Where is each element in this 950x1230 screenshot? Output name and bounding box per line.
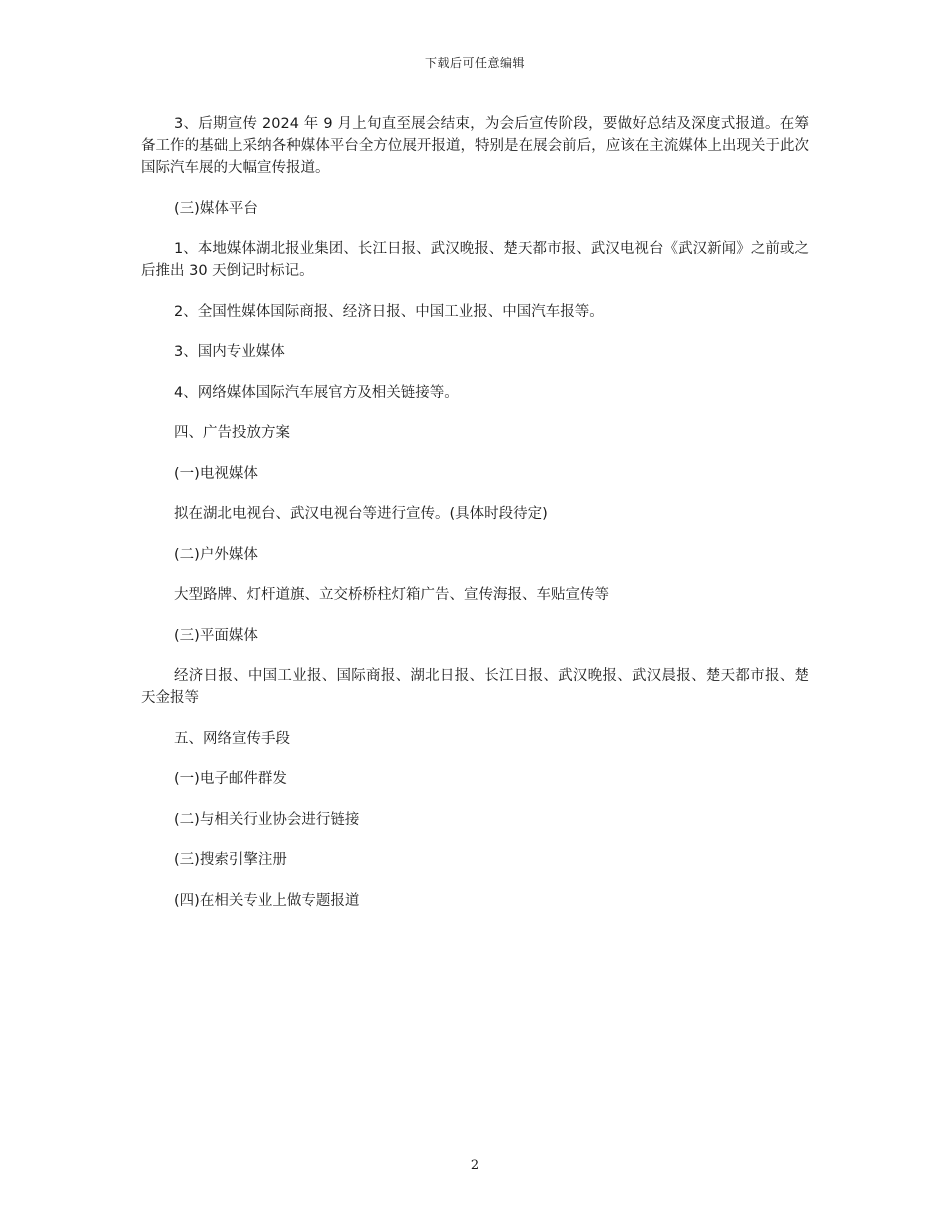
paragraph-professional-media: 3、国内专业媒体 [174, 344, 285, 360]
paragraph-late-publicity: 3、后期宣传 2024 年 9 月上旬直至展会结束，为会后宣传阶段，要做好总结及深度式报道。在筹备工作的基础上采纳各种媒体平台全方位展开报道，特别是在展会前后，应该在主流媒体上出现关于此次国际汽车展的大幅宣传报道。 [141, 116, 809, 176]
heading-tv-media: (一)电视媒体 [174, 465, 258, 482]
paragraph-online-media: 4、网络媒体国际汽车展官方及相关链接等。 [174, 384, 459, 401]
paragraph-print-media: 经济日报、中国工业报、国际商报、湖北日报、长江日报、武汉晚报、武汉晨报、楚天都市报、楚天金报等 [141, 668, 809, 706]
heading-ad-plan: 四、广告投放方案 [174, 425, 290, 441]
document-body [141, 113, 809, 930]
item-special-reports: (四)在相关专业上做专题报道 [174, 892, 360, 909]
heading-print-media: (三)平面媒体 [174, 627, 258, 644]
page-number: 2 [470, 1158, 480, 1173]
page-header: 下载后可任意编辑 [424, 56, 525, 70]
item-association-links: (二)与相关行业协会进行链接 [174, 811, 360, 828]
paragraph-local-media: 1、本地媒体湖北报业集团、长江日报、武汉晚报、楚天都市报、武汉电视台《武汉新闻》之前或之后推出 30 天倒记时标记。 [141, 241, 809, 279]
paragraph-outdoor-media: 大型路牌、灯杆道旗、立交桥桥柱灯箱广告、宣传海报、车贴宣传等 [174, 587, 609, 603]
item-search-engine: (三)搜索引擎注册 [174, 852, 287, 868]
heading-outdoor-media: (二)户外媒体 [174, 546, 258, 563]
heading-media-platform: (三)媒体平台 [174, 200, 258, 217]
heading-online-promotion: 五、网络宣传手段 [174, 730, 290, 747]
paragraph-national-media: 2、全国性媒体国际商报、经济日报、中国工业报、中国汽车报等。 [174, 303, 604, 320]
paragraph-tv-media: 拟在湖北电视台、武汉电视台等进行宣传。(具体时段待定) [174, 506, 548, 522]
item-email-broadcast: (一)电子邮件群发 [174, 771, 287, 787]
